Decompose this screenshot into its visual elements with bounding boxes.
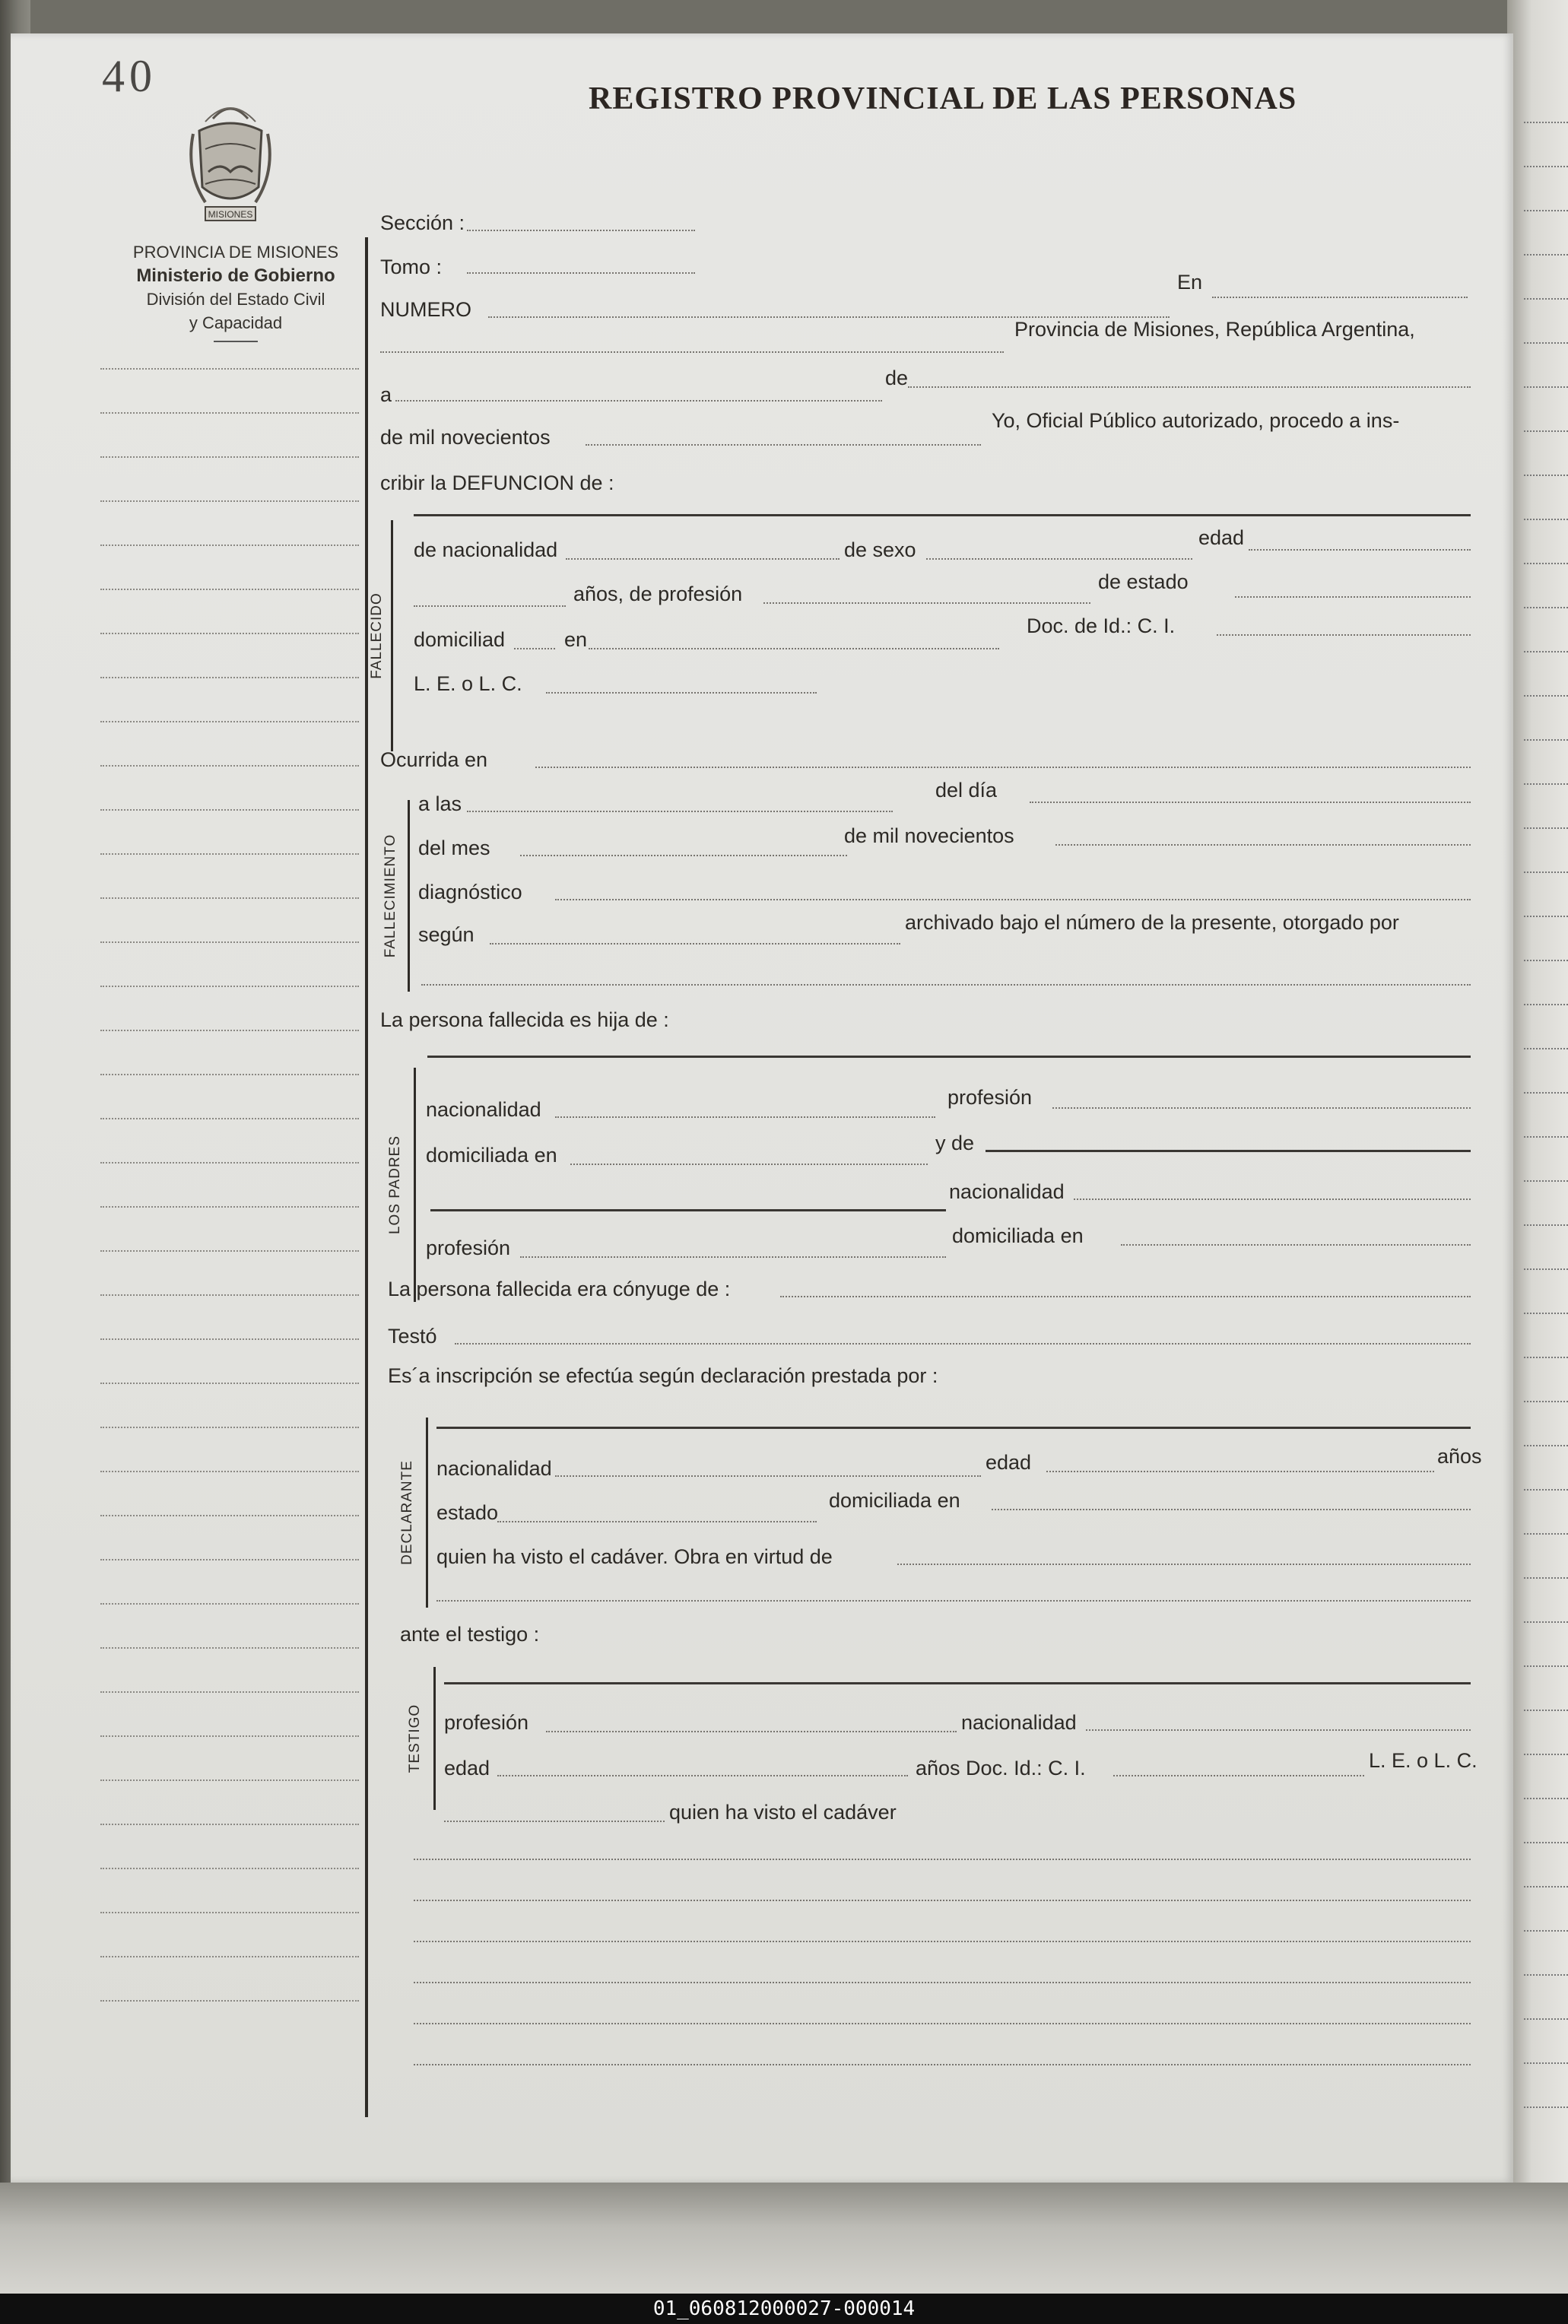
margin-line [100, 1074, 359, 1075]
facing-page-line [1524, 1974, 1568, 1976]
declarante-label: DECLARANTE [399, 1460, 415, 1565]
testigo-nacionalidad-field[interactable] [1086, 1729, 1471, 1731]
y-de-label: y de [935, 1132, 975, 1154]
margin-line [100, 368, 359, 370]
facing-page-line [1524, 1313, 1568, 1314]
padres-domiciliada-field[interactable] [570, 1164, 928, 1165]
padre-name-field[interactable] [427, 1056, 1471, 1058]
padres-nacionalidad2-field[interactable] [1074, 1199, 1471, 1200]
fallecido-estado-field[interactable] [1235, 596, 1471, 598]
margin-line [100, 1691, 359, 1693]
margin-line [100, 1603, 359, 1605]
facing-page-line [1524, 1445, 1568, 1446]
margin-line [100, 986, 359, 987]
segun-label: según [418, 923, 475, 946]
margin-line [100, 500, 359, 502]
declarante-quien-text: quien ha visto el cadáver. Obra en virtud de [436, 1545, 833, 1568]
facing-page-line [1524, 1136, 1568, 1138]
fallecido-domicilio-field[interactable] [589, 648, 999, 649]
observaciones-line[interactable] [414, 1941, 1471, 1942]
page-number: 40 [102, 51, 157, 101]
facing-page-line [1524, 1533, 1568, 1535]
margin-line [100, 897, 359, 899]
a-label: a [380, 383, 392, 406]
en-label: En [1177, 271, 1203, 294]
org-capacity: y Capacidad [189, 313, 283, 332]
fallecido-domiciliad-suffix[interactable] [514, 648, 555, 649]
facing-page-line [1524, 210, 1568, 211]
diagnostico-field[interactable] [555, 899, 1471, 900]
segun-field[interactable] [490, 943, 900, 945]
fallecido-anos-profesion-label: años, de profesión [573, 583, 743, 605]
ocurrida-label: Ocurrida en [380, 748, 488, 771]
a-las-label: a las [418, 792, 462, 815]
archive-id-footer: 01_060812000027-000014 [0, 2294, 1568, 2324]
fallecido-estado-label: de estado [1098, 570, 1189, 593]
main-vertical-rule [365, 237, 368, 2117]
padres-label: LOS PADRES [387, 1135, 403, 1235]
padres-profesion-label: profesión [947, 1086, 1033, 1109]
testo-field[interactable] [455, 1343, 1471, 1345]
margin-line [100, 1956, 359, 1957]
padres-domiciliada-label: domiciliada en [426, 1144, 557, 1167]
testigo-quien-text: quien ha visto el cadáver [669, 1801, 897, 1824]
facing-page-line [1524, 430, 1568, 432]
margin-line [100, 1824, 359, 1825]
margin-line [100, 1647, 359, 1649]
margin-line [100, 2000, 359, 2002]
yo-oficial-text: Yo, Oficial Público autorizado, procedo a ins- [992, 409, 1400, 432]
facing-page-line [1524, 1268, 1568, 1270]
facing-page-line [1524, 1357, 1568, 1358]
declarante-nacionalidad-field[interactable] [555, 1475, 981, 1477]
margin-line [100, 721, 359, 722]
margin-line [100, 853, 359, 855]
fallecido-label: FALLECIDO [369, 592, 385, 679]
margin-line [100, 1294, 359, 1296]
observaciones-line[interactable] [414, 2023, 1471, 2024]
testigo-edad-label: edad [444, 1757, 490, 1780]
del-dia-field[interactable] [1030, 802, 1471, 803]
declarante-edad-field[interactable] [1046, 1471, 1434, 1472]
margin-line [100, 809, 359, 811]
cribir-text: cribir la DEFUNCION de : [380, 471, 614, 494]
facing-page-line [1524, 1048, 1568, 1049]
fallecimiento-label: FALLECIMIENTO [382, 833, 398, 958]
margin-line [100, 633, 359, 634]
inscripcion-text: Es´a inscripción se efectúa según declaración prestada por : [388, 1364, 938, 1387]
observaciones-line[interactable] [414, 1900, 1471, 1901]
de-field[interactable] [908, 386, 1471, 388]
conyuge-label: La persona fallecida era cónyuge de : [388, 1278, 731, 1300]
facing-page-line [1524, 1710, 1568, 1711]
hija-de-label: La persona fallecida es hija de : [380, 1008, 669, 1031]
page-title: REGISTRO PROVINCIAL DE LAS PERSONAS [589, 81, 1297, 116]
org-division: División del Estado Civil [146, 290, 325, 309]
numero-label: NUMERO [380, 298, 471, 321]
fallecido-doc-field[interactable] [1217, 634, 1471, 636]
del-mes-label: del mes [418, 837, 490, 859]
fallecido-le-label: L. E. o L. C. [414, 672, 522, 695]
madre-name-field[interactable] [986, 1150, 1471, 1152]
declarante-estado-label: estado [436, 1501, 499, 1524]
declarante-edad-label: edad [986, 1451, 1032, 1474]
facing-page-line [1524, 1577, 1568, 1579]
fallecimiento-de-mil-label: de mil novecientos [844, 824, 1014, 847]
emblem-text: MISIONES [208, 209, 253, 220]
facing-page-line [1524, 1798, 1568, 1799]
margin-line [100, 1912, 359, 1913]
facing-page-line [1524, 872, 1568, 873]
fallecimiento-bracket [408, 800, 410, 992]
declarante-name-field[interactable] [436, 1427, 1471, 1429]
testigo-label: TESTIGO [407, 1703, 423, 1773]
declarante-extra-field[interactable] [436, 1600, 1471, 1602]
facing-page-line [1524, 1665, 1568, 1667]
padres-nacionalidad-field[interactable] [555, 1116, 935, 1118]
facing-page-line [1524, 1180, 1568, 1182]
testigo-quien-field[interactable] [444, 1821, 665, 1822]
facing-page-line [1524, 1401, 1568, 1402]
provincia-text: Provincia de Misiones, República Argentina, [1014, 318, 1415, 341]
margin-line [100, 412, 359, 414]
margin-line [100, 589, 359, 590]
margin-line [100, 1559, 359, 1560]
fallecido-edad-field[interactable] [1249, 549, 1471, 551]
facing-page-line [1524, 1004, 1568, 1005]
margin-line [100, 1427, 359, 1428]
facing-page-line [1524, 519, 1568, 520]
margin-line [100, 677, 359, 678]
facing-page-line [1524, 739, 1568, 741]
facing-page-line [1524, 2018, 1568, 2020]
testigo-profesion-label: profesión [444, 1711, 529, 1734]
book-cover-edge [0, 2183, 1568, 2294]
declarante-domiciliada-label: domiciliada en [829, 1489, 960, 1512]
declarante-bracket [426, 1418, 428, 1608]
fallecido-anos-field[interactable] [414, 605, 566, 607]
facing-page-line [1524, 651, 1568, 652]
margin-line [100, 1868, 359, 1869]
del-dia-label: del día [935, 779, 998, 802]
org-ministry: Ministerio de Gobierno [136, 265, 335, 286]
tomo-field[interactable] [467, 272, 695, 274]
declarante-estado-field[interactable] [497, 1521, 817, 1522]
fallecido-le-field[interactable] [546, 692, 817, 694]
org-province: PROVINCIA DE MISIONES [132, 243, 339, 262]
facing-page-line [1524, 563, 1568, 564]
padres-domiciliada2-label: domiciliada en [952, 1224, 1084, 1247]
testigo-anos-doc-label: años Doc. Id.: C. I. [916, 1757, 1086, 1780]
archivado-text: archivado bajo el número de la presente, otorgado por [905, 911, 1399, 934]
ocurrida-field[interactable] [535, 767, 1471, 768]
padres-domiciliada2-field[interactable] [1121, 1244, 1471, 1246]
fallecido-sexo-field[interactable] [926, 558, 1192, 560]
fallecido-bracket [391, 520, 393, 751]
facing-page-line [1524, 1842, 1568, 1843]
facing-page-line [1524, 2062, 1568, 2064]
en-field[interactable] [1212, 297, 1468, 298]
testigo-profesion-field[interactable] [546, 1731, 957, 1732]
margin-line [100, 1515, 359, 1516]
otorgado-field[interactable] [421, 984, 1471, 986]
observaciones-line[interactable] [414, 2064, 1471, 2065]
facing-page-line [1524, 1886, 1568, 1887]
padres-bracket [414, 1068, 416, 1302]
tomo-label: Tomo : [380, 256, 443, 278]
margin-line [100, 1030, 359, 1031]
testo-label: Testó [388, 1325, 437, 1348]
facing-page-line [1524, 695, 1568, 697]
facing-page-line [1524, 1930, 1568, 1932]
fallecido-en-label: en [564, 628, 588, 651]
del-mes-field[interactable] [520, 855, 847, 856]
fallecimiento-de-mil-field[interactable] [1055, 844, 1471, 846]
facing-page-line [1524, 1224, 1568, 1226]
observaciones-line[interactable] [414, 1982, 1471, 1983]
facing-page-line [1524, 298, 1568, 300]
facing-page-line [1524, 166, 1568, 167]
declarante-obra-field[interactable] [897, 1564, 1471, 1565]
fallecido-edad-label: edad [1198, 526, 1245, 549]
fallecido-profesion-field[interactable] [763, 602, 1090, 604]
margin-line [100, 544, 359, 546]
facing-page-line [1524, 122, 1568, 123]
facing-page-line [1524, 1621, 1568, 1623]
margin-line [100, 1735, 359, 1737]
facing-page-line [1524, 1489, 1568, 1491]
margin-line [100, 456, 359, 458]
place-field[interactable] [380, 351, 1004, 353]
facing-page-line [1524, 960, 1568, 961]
diagnostico-label: diagnóstico [418, 881, 522, 903]
testigo-le-label: L. E. o L. C. [1369, 1749, 1478, 1772]
fallecido-domiciliad-label: domiciliad [414, 628, 506, 651]
margin-line [100, 941, 359, 943]
facing-page-line [1524, 254, 1568, 256]
facing-page-line [1524, 916, 1568, 917]
margin-line [100, 1338, 359, 1340]
testigo-doc-field[interactable] [1113, 1775, 1364, 1776]
facing-page-line [1524, 783, 1568, 785]
fallecido-nacionalidad-label: de nacionalidad [414, 538, 558, 561]
margin-line [100, 1383, 359, 1384]
padres-nacionalidad-label: nacionalidad [426, 1098, 541, 1121]
fallecido-doc-label: Doc. de Id.: C. I. [1027, 614, 1176, 637]
seccion-field[interactable] [467, 230, 695, 231]
seccion-label: Sección : [380, 211, 465, 234]
facing-page-line [1524, 342, 1568, 344]
margin-line [100, 1780, 359, 1781]
testigo-edad-field[interactable] [497, 1775, 908, 1776]
provincial-coat-of-arms-icon [183, 96, 278, 233]
facing-page-line [1524, 475, 1568, 476]
margin-line [100, 1250, 359, 1252]
facing-page-edge [1507, 0, 1568, 2251]
fallecido-sexo-label: de sexo [844, 538, 916, 561]
declarante-nacionalidad-label: nacionalidad [436, 1457, 552, 1480]
de-mil-field[interactable] [586, 444, 981, 446]
margin-line [100, 1471, 359, 1472]
margin-line [100, 765, 359, 767]
padres-nacionalidad2-label: nacionalidad [949, 1180, 1065, 1203]
facing-page-line [1524, 607, 1568, 608]
facing-page-line [1524, 2107, 1568, 2108]
padres-profesion2-label: profesión [426, 1237, 511, 1259]
declarante-domiciliada-field[interactable] [992, 1509, 1471, 1510]
fallecido-nacionalidad-field[interactable] [566, 558, 840, 560]
de-mil-label: de mil novecientos [380, 426, 551, 449]
issuing-authority [99, 240, 373, 342]
declarante-anos-label: años [1437, 1445, 1482, 1468]
org-rule [214, 341, 258, 342]
register-page [11, 33, 1513, 2183]
facing-page-line [1524, 827, 1568, 829]
testigo-bracket [433, 1667, 436, 1810]
margin-line [100, 1206, 359, 1208]
facing-page-line [1524, 386, 1568, 388]
testigo-nacionalidad-label: nacionalidad [961, 1711, 1077, 1734]
padres-profesion-field[interactable] [1052, 1107, 1471, 1109]
facing-page-line [1524, 1092, 1568, 1094]
margin-line [100, 1162, 359, 1164]
de-label: de [885, 367, 909, 389]
a-las-field[interactable] [467, 811, 893, 812]
conyuge-field[interactable] [780, 1296, 1471, 1297]
facing-page-line [1524, 1754, 1568, 1755]
ante-testigo-label: ante el testigo : [400, 1623, 540, 1646]
padres-profesion2-field[interactable] [520, 1256, 946, 1258]
observaciones-line[interactable] [414, 1859, 1471, 1860]
fallecido-name-field[interactable] [414, 514, 1471, 516]
testigo-name-field[interactable] [444, 1682, 1471, 1684]
a-field[interactable] [395, 400, 882, 402]
margin-line [100, 1118, 359, 1119]
madre-name-field-2[interactable] [430, 1209, 946, 1211]
